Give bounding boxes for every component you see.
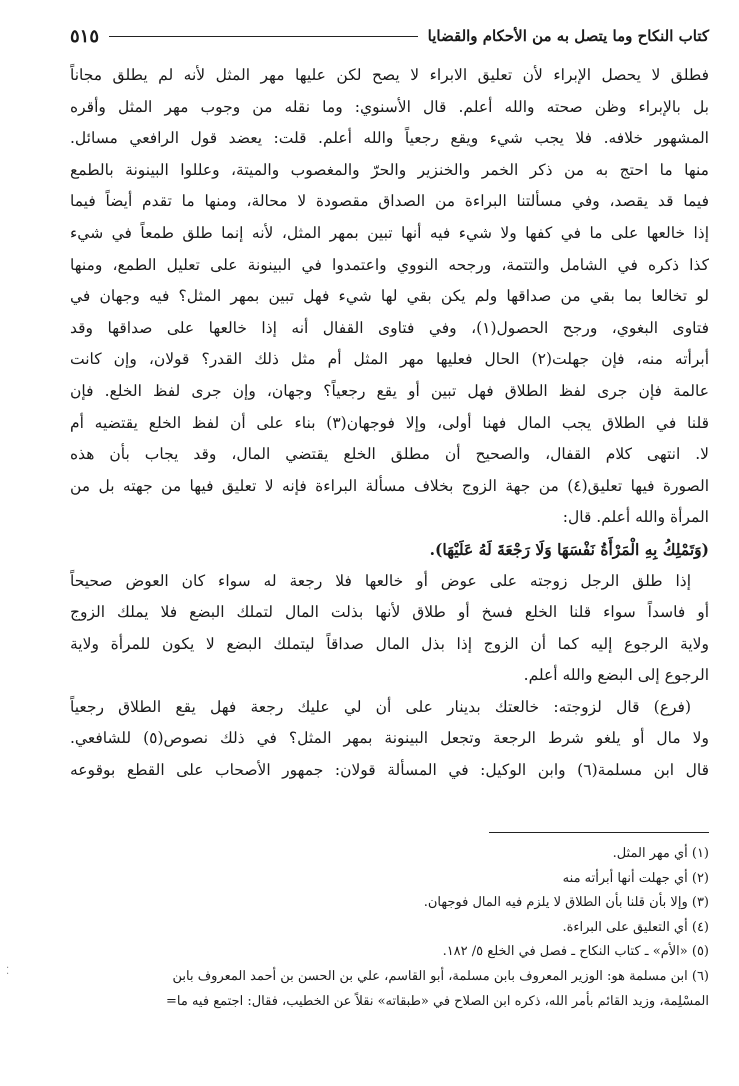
- footnote: (٥) «الأم» ـ كتاب النكاح ـ فصل في الخلع ٥/ ١٨٢.: [442, 944, 709, 960]
- footnote: (١) أي مهر المثل.: [612, 846, 709, 861]
- footnotes: [40, 842, 709, 1014]
- text-line: إذا خالعها على ما في كفها ولا شيء فيه أنها تبين بمهر المثل، لأنه إنما طلق طمعاً في شيء: [70, 223, 709, 242]
- footnote: (٢) أي جهلت أنها أبرأته منه: [562, 870, 709, 886]
- text-line: المرأة والله أعلم. قال:: [562, 508, 709, 527]
- text-line: إذا طلق الرجل زوجته على عوض أو خالعها فلا رجعة له سواء كان العوض صحيحاً: [70, 571, 691, 590]
- text-line: لا. انتهى كلام القفال، والصحيح أن مطلق الخلع يقتضي المال، وقد يجاب بأن هذه: [70, 445, 709, 464]
- text-line: كذا ذكره في الشامل والتتمة، ورجحه النووي واعتمدوا في البينونة على تعليل الطمع، ومنها: [70, 255, 709, 274]
- footnote-divider: [489, 832, 709, 833]
- text-line: الرجوع إلى البضع والله أعلم.: [523, 666, 709, 685]
- text-line: بل بالإبراء وظن صحته والله أعلم. قال الأسنوي: وما نقله من وجوب مهر المثل وأقره: [70, 97, 709, 116]
- text-line: أو فاسداً سواء قلنا الخلع فسخ أو طلاق لأنها بذلت المال لتملك البضع فلا يملك الزوج: [70, 603, 709, 622]
- text-line: (فرع) قال لزوجته: خالعتك بدينار على أن لي عليك رجعة فهل يقع الطلاق رجعياً: [70, 697, 691, 716]
- margin-mark: ⁚: [6, 966, 10, 977]
- footnote: (٤) أي التعليق على البراءة.: [562, 919, 709, 935]
- text-line: الصورة فيها تعليق(٤) من جهة الزوج بخلاف مسألة البراءة فإنه لا تعليق فيها من جهته بل من: [70, 476, 709, 495]
- page-number: ٥١٥: [70, 25, 100, 47]
- text-line: أبرأته منه، فإن جهلت(٢) الحال فعليها مهر المثل أم مثل ذلك القدر؟ قولان، وإن كانت: [70, 350, 709, 369]
- matn-quote: (وَتَمْلِكُ بِهِ الْمَرْأَةُ نَفْسَهَا وَلَا رَجْعَةَ لَهُ عَلَيْهَا).: [429, 539, 709, 559]
- text-line: قلنا في الطلاق يجب المال فهنا أولى، وإلا فوجهان(٣) بناء على أن لفظ الخلع يقتضيه أم: [70, 413, 709, 432]
- footnote: (٣) وإلا بأن قلنا بأن الطلاق لا يلزم فيه المال فوجهان.: [423, 895, 709, 911]
- text-line: فطلق لا يحصل الإبراء لأن تعليق الابراء لا يصح لكن عليها مهر المثل لأنه لم يطلق مجاناً: [70, 66, 709, 84]
- footnote-continuation: المسْلِمة، وزيد القائم بأمر الله، ذكره ابن الصلاح في «طبقاته» نقلاً عن الخطيب، فقال: اجتمع فيه ما=: [166, 993, 709, 1009]
- text-line: فتاوى البغوي، ورجح الحصول(١)، وفي فتاوى القفال أنه إذا خالعها على صداقها وقد: [70, 318, 709, 337]
- page-header: [70, 22, 709, 50]
- text-line: قال ابن مسلمة(٦) وابن الوكيل: في المسألة قولان: جمهور الأصحاب على القطع بوقوعه: [70, 761, 709, 780]
- text-line: المشهور خلافه. فلا يجب شيء ويقع رجعياً والله أعلم. قلت: يعضد قول الرافعي مسائل.: [70, 129, 709, 148]
- footnote: (٦) ابن مسلمة هو: الوزير المعروف بابن مسلمة، أبو القاسم، علي بن الحسن بن أحمد المعروف بابن: [172, 968, 709, 984]
- text-line: منها ما احتج به من ذكر الخمر والخنزير والحرّ والمغصوب والميتة، وعللوا البينونة بالطمع: [70, 160, 709, 179]
- running-title: كتاب النكاح وما يتصل به من الأحكام والقضايا: [427, 27, 709, 45]
- text-line: فيما قد يقصد، وفي مسألتنا البراءة من الصداق مقصودة لا محالة، ومنها ما تقدم أيضاً فيما: [70, 192, 709, 211]
- text-line: ولا مال أو يلغو شرط الرجعة وتجعل البينونة بمهر المثل؟ في ذلك نصوص(٥) للشافعي.: [70, 729, 709, 748]
- text-line: ولاية الرجوع إليه كما أن الزوج إذا بذل المال صداقاً ليتملك البضع لا يكون للمرأة ولاية: [70, 634, 709, 653]
- text-line: لو تخالعا بما بقي من صداقها ولم يكن بقي لها شيء فهل تبين بمهر المثل؟ فيه وجهان في: [70, 287, 709, 306]
- header-rule: [109, 36, 418, 37]
- main-text: [70, 60, 709, 787]
- text-line: عالمة فإن جرى لفظ الطلاق فهل تبين أو يقع رجعياً؟ وجهان، وإن جرى لفظ الخلع. فإن: [70, 381, 709, 400]
